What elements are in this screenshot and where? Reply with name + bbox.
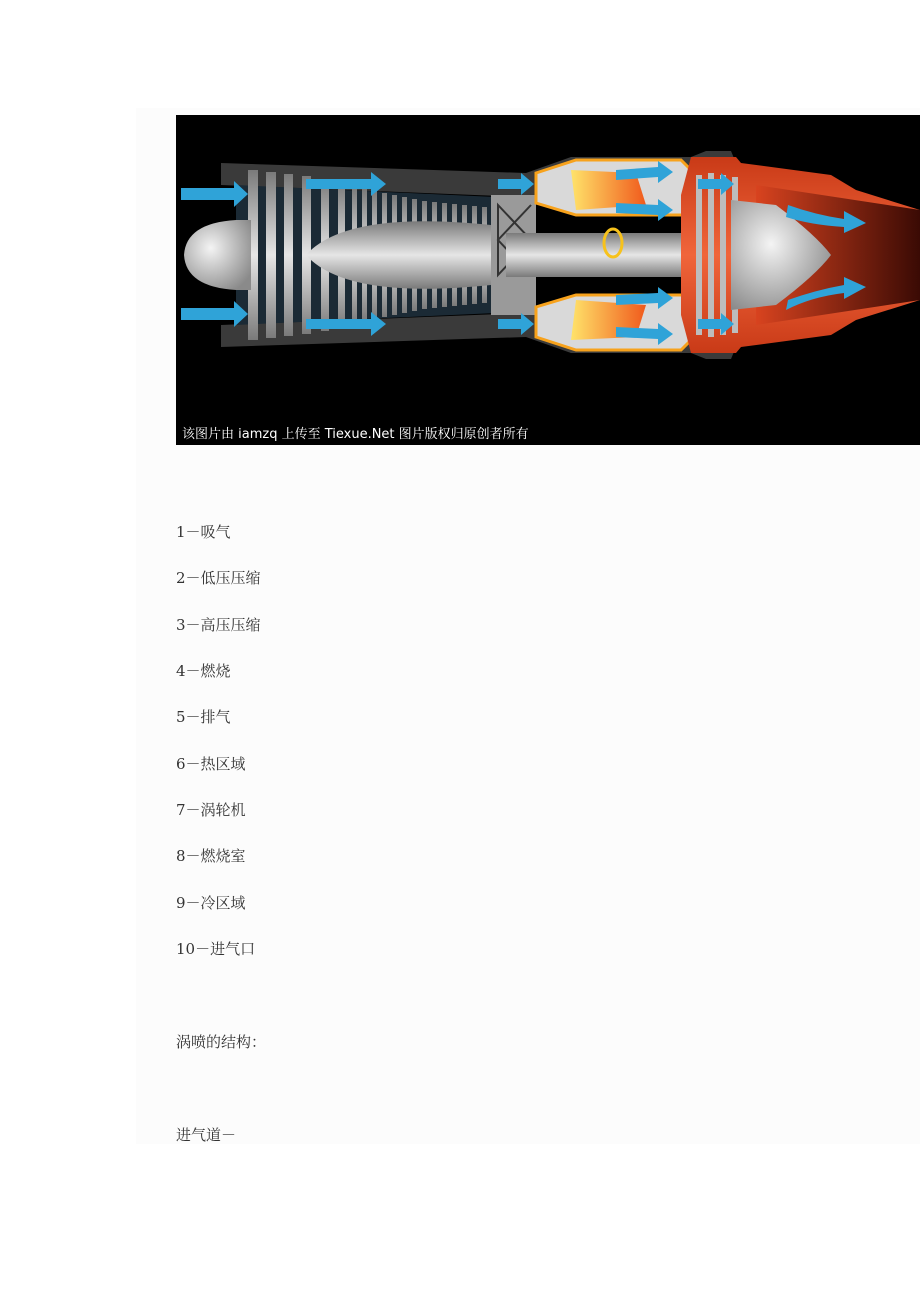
legend-item-9: 9－冷区域 — [176, 894, 246, 912]
legend-item-8: 8－燃烧室 — [176, 847, 246, 865]
image-watermark: 该图片由 iamzq 上传至 Tiexue.Net 图片版权归原创者所有 — [182, 427, 529, 442]
legend-item-3: 3－高压压缩 — [176, 616, 261, 634]
section-item-intake: 进气道－ — [176, 1126, 237, 1144]
legend-item-5: 5－排气 — [176, 708, 231, 726]
section-heading: 涡喷的结构： — [176, 1033, 267, 1051]
legend-item-1: 1－吸气 — [176, 523, 231, 541]
legend-item-4: 4－燃烧 — [176, 662, 231, 680]
nose-spinner — [184, 220, 251, 290]
legend-item-7: 7－涡轮机 — [176, 801, 246, 819]
legend-item-6: 6－热区域 — [176, 755, 246, 773]
legend-item-2: 2－低压压缩 — [176, 569, 261, 587]
turbojet-diagram — [176, 115, 920, 445]
main-shaft — [506, 233, 706, 277]
legend-item-10: 10－进气口 — [176, 940, 256, 958]
turbojet-illustration — [176, 115, 920, 445]
